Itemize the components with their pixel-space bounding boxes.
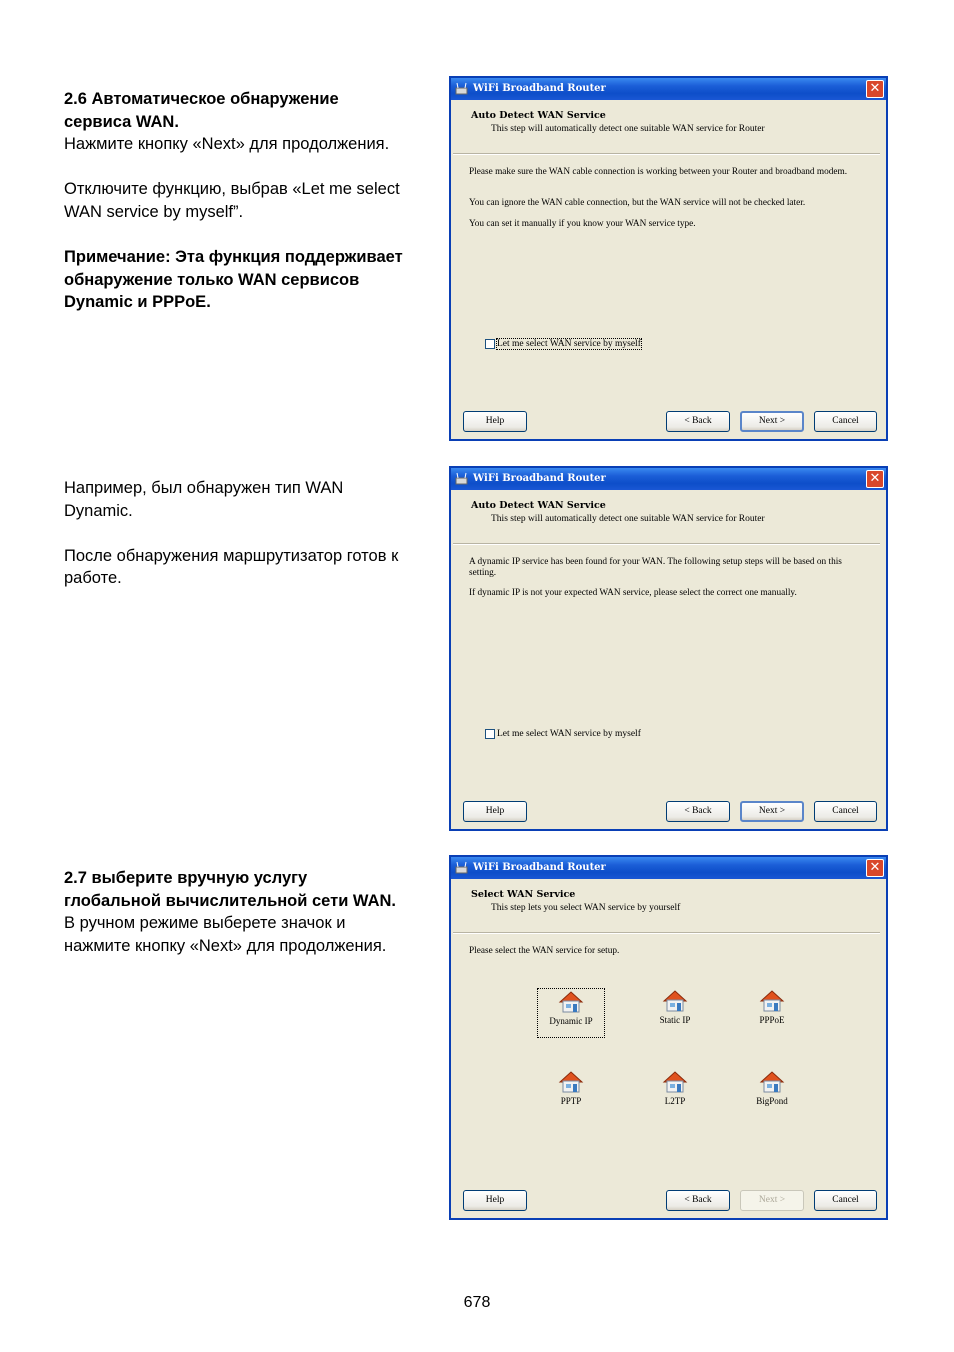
close-button[interactable]	[866, 859, 884, 877]
window-title: WiFi Broadband Router	[473, 473, 606, 484]
page-number: 678	[463, 1294, 491, 1311]
checkbox[interactable]	[485, 339, 495, 349]
service-pptp[interactable]	[537, 1069, 605, 1119]
dialog-auto-detect	[449, 76, 888, 441]
body-text: A dynamic IP service has been found for your WAN. The following setup steps will be based on this setting.	[469, 557, 842, 578]
service-label: PPPoE	[759, 1015, 785, 1025]
step-title: Select WAN Service	[471, 889, 576, 900]
house-icon	[558, 1069, 584, 1095]
paragraph: Отключите функцию, выбрав «Let me select	[64, 180, 400, 199]
paragraph: После обнаружения маршрутизатор готов к	[64, 546, 399, 565]
manual-select-checkbox[interactable]	[485, 339, 641, 349]
house-icon	[662, 988, 688, 1014]
step-subtitle: This step will automatically detect one suitable WAN service for Router	[491, 124, 765, 134]
close-icon: ✕	[869, 860, 881, 875]
note: обнаружение только WAN сервисов	[64, 270, 360, 289]
dialog-select-wan	[449, 855, 888, 1220]
service-dynamic-ip[interactable]	[537, 988, 605, 1038]
title-bar[interactable]	[451, 468, 886, 490]
step-title: Auto Detect WAN Service	[471, 110, 606, 121]
service-label: BigPond	[756, 1096, 788, 1106]
title-bar[interactable]	[451, 78, 886, 100]
paragraph: нажмите кнопку «Next» для продолжения.	[64, 936, 387, 955]
app-icon	[455, 861, 468, 874]
back-button[interactable]: < Back	[666, 1190, 730, 1211]
section-heading: 2.6 Автоматическое обнаружение	[64, 90, 339, 108]
section-2-7-text	[64, 867, 444, 957]
divider	[453, 153, 880, 155]
paragraph: работе.	[64, 569, 122, 588]
close-icon: ✕	[869, 471, 881, 486]
close-icon: ✕	[869, 81, 881, 96]
checkbox[interactable]	[485, 729, 495, 739]
help-button[interactable]: Help	[463, 1190, 527, 1211]
step-title: Auto Detect WAN Service	[471, 500, 606, 511]
section-heading-cont: сервиса WAN.	[64, 112, 179, 131]
paragraph: Dynamic.	[64, 501, 133, 520]
service-label: Static IP	[659, 1015, 691, 1025]
house-icon	[759, 988, 785, 1014]
house-icon	[558, 989, 584, 1015]
note: Dynamic и PPPoE.	[64, 293, 211, 312]
next-button[interactable]: Next >	[740, 411, 804, 432]
section-2-6-text	[64, 88, 444, 314]
back-button[interactable]: < Back	[666, 801, 730, 822]
step-subtitle: This step lets you select WAN service by yourself	[491, 903, 681, 913]
body-text: You can ignore the WAN cable connection, but the WAN service will not be checked later.	[469, 198, 806, 208]
body-text: If dynamic IP is not your expected WAN service, please select the correct one manually.	[469, 588, 797, 598]
paragraph: Нажмите кнопку «Next» для продолжения.	[64, 135, 390, 154]
next-button[interactable]: Next >	[740, 801, 804, 822]
section-heading-cont: глобальной вычислительной сети WAN.	[64, 891, 397, 910]
house-icon	[662, 1069, 688, 1095]
close-button[interactable]	[866, 80, 884, 98]
window-title: WiFi Broadband Router	[473, 83, 606, 94]
section-example-text	[64, 477, 444, 590]
back-button[interactable]: < Back	[666, 411, 730, 432]
close-button[interactable]	[866, 470, 884, 488]
checkbox-label[interactable]: Let me select WAN service by myself	[497, 729, 641, 739]
paragraph: В ручном режиме выберете значок и	[64, 914, 346, 933]
checkbox-label[interactable]: Let me select WAN service by myself	[497, 339, 641, 349]
body-text: Please make sure the WAN cable connection is working between your Router and broadband modem.	[469, 167, 848, 177]
button-bar	[451, 797, 886, 829]
next-button[interactable]: Next >	[740, 1190, 804, 1211]
house-icon	[759, 1069, 785, 1095]
divider	[453, 932, 880, 934]
service-label: Dynamic IP	[549, 1016, 593, 1026]
service-pppoe[interactable]	[738, 988, 806, 1038]
service-label: PPTP	[560, 1096, 582, 1106]
button-bar	[451, 407, 886, 439]
dialog-auto-detect-result	[449, 466, 888, 831]
step-subtitle: This step will automatically detect one suitable WAN service for Router	[491, 514, 765, 524]
body-text: You can set it manually if you know your WAN service type.	[469, 219, 696, 229]
cancel-button[interactable]: Cancel	[814, 801, 877, 822]
note: Примечание: Эта функция поддерживает	[64, 248, 403, 267]
wizard-header	[451, 100, 886, 153]
title-bar[interactable]	[451, 857, 886, 879]
body-text: Please select the WAN service for setup.	[469, 946, 620, 956]
help-button[interactable]: Help	[463, 411, 527, 432]
window-title: WiFi Broadband Router	[473, 862, 606, 873]
paragraph: WAN service by myself”.	[64, 202, 244, 221]
app-icon	[455, 82, 468, 95]
help-button[interactable]: Help	[463, 801, 527, 822]
cancel-button[interactable]: Cancel	[814, 411, 877, 432]
section-heading: 2.7 выберите вручную услугу	[64, 869, 308, 887]
service-l2tp[interactable]	[641, 1069, 709, 1119]
wizard-header	[451, 490, 886, 543]
button-bar	[451, 1186, 886, 1218]
divider	[453, 543, 880, 545]
cancel-button[interactable]: Cancel	[814, 1190, 877, 1211]
paragraph: Например, был обнаружен тип WAN	[64, 479, 344, 497]
service-static-ip[interactable]	[641, 988, 709, 1038]
service-bigpond[interactable]	[738, 1069, 806, 1119]
wizard-header	[451, 879, 886, 932]
app-icon	[455, 472, 468, 485]
service-label: L2TP	[664, 1096, 686, 1106]
manual-select-checkbox[interactable]	[485, 729, 641, 739]
